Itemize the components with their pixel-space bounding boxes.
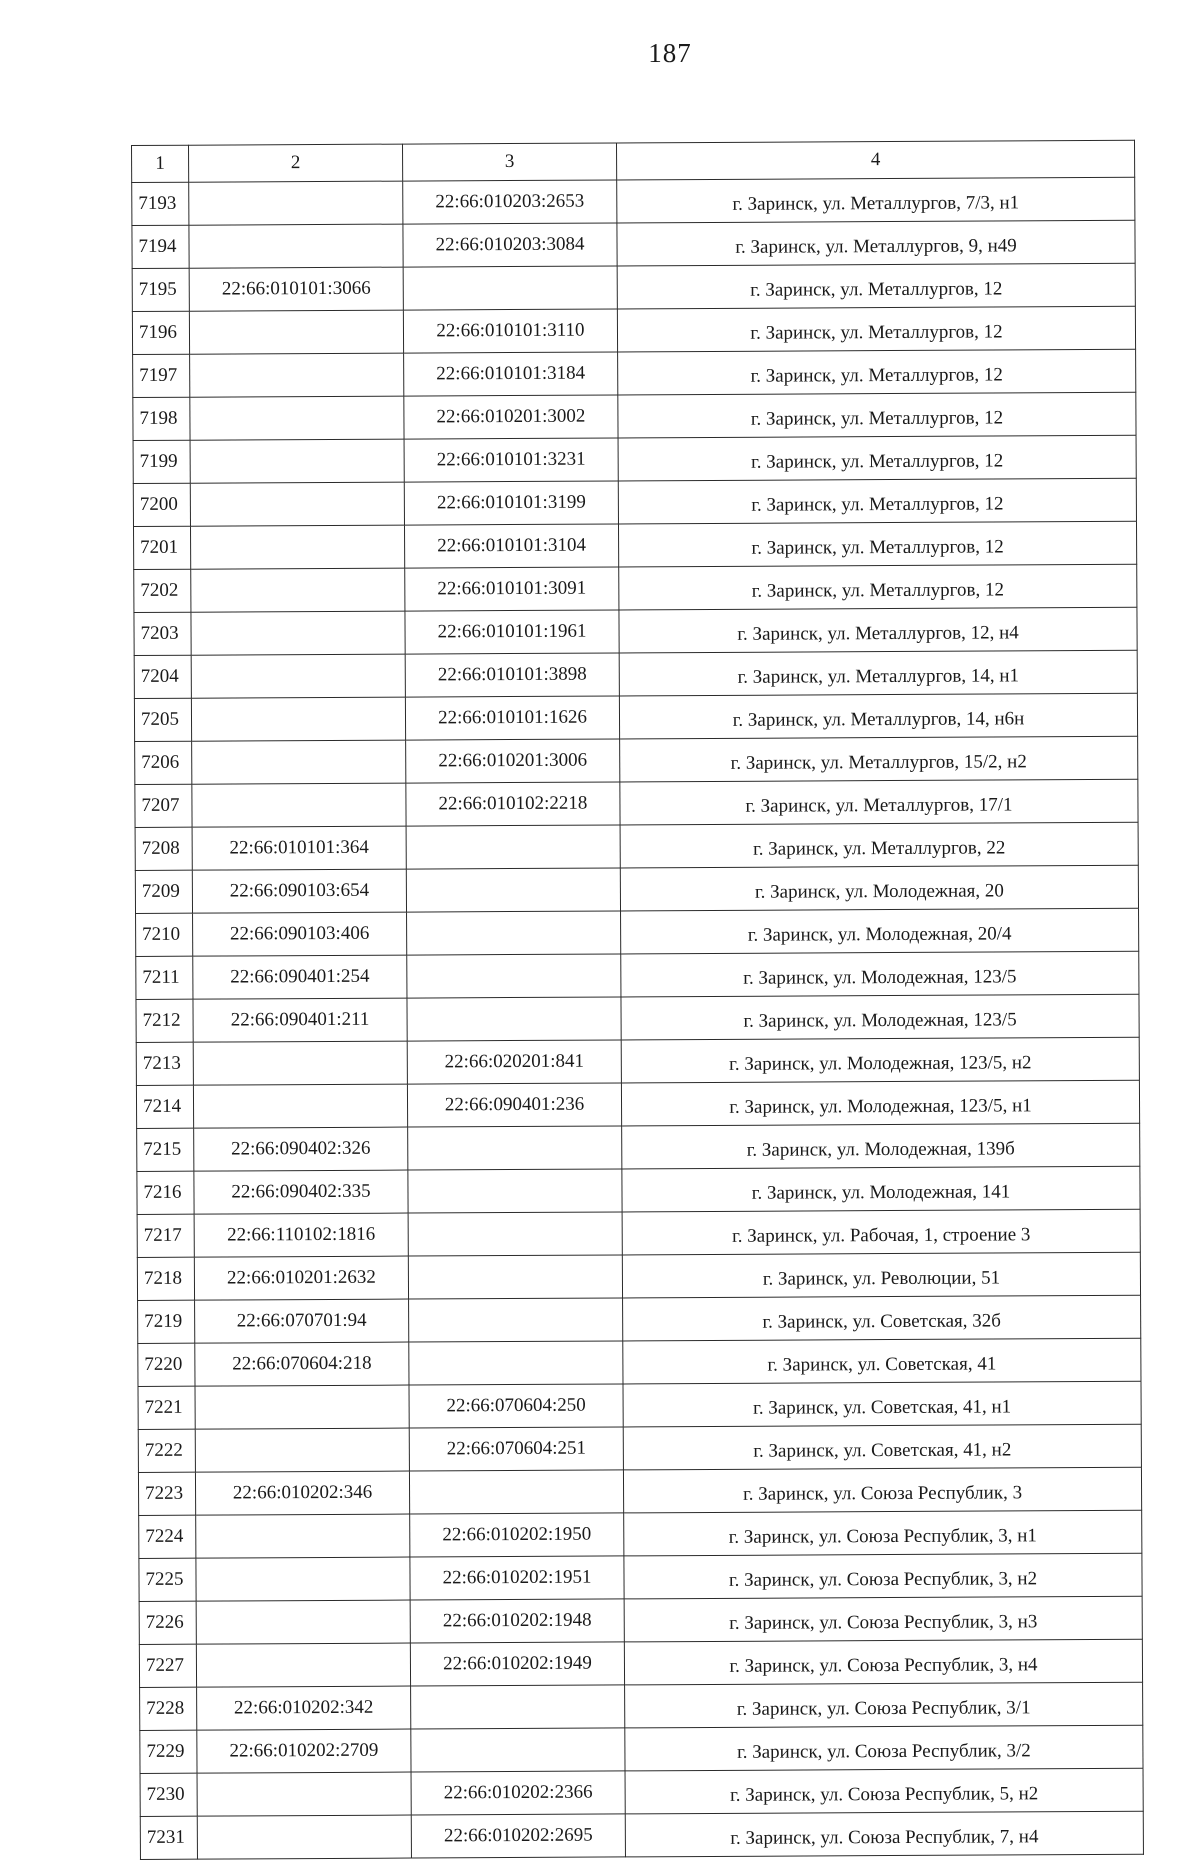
object-cadastral-cell: 22:66:010101:3091 <box>405 567 619 611</box>
table-body <box>132 177 1144 1859</box>
table-row <box>140 1725 1143 1773</box>
address-cell: г. Заринск, ул. Металлургов, 12 <box>618 478 1136 524</box>
address-cell: г. Заринск, ул. Молодежная, 123/5, н1 <box>621 1080 1139 1126</box>
row-number-cell: 7219 <box>138 1300 195 1343</box>
table-row <box>135 736 1138 784</box>
land-cadastral-cell <box>192 740 406 784</box>
row-number-cell: 7205 <box>134 698 191 741</box>
table-row <box>139 1596 1142 1644</box>
row-number-cell: 7217 <box>137 1214 194 1257</box>
row-number-cell: 7198 <box>133 397 190 440</box>
address-cell: г. Заринск, ул. Металлургов, 22 <box>620 822 1138 868</box>
address-cell: г. Заринск, ул. Молодежная, 20/4 <box>621 908 1139 954</box>
object-cadastral-cell: 22:66:010101:1626 <box>405 696 619 740</box>
object-cadastral-cell <box>407 997 621 1041</box>
table-row <box>134 607 1137 655</box>
address-cell: г. Заринск, ул. Союза Республик, 3, н2 <box>624 1553 1142 1599</box>
table-row <box>137 1123 1140 1171</box>
table-row <box>136 951 1139 999</box>
table-row <box>135 779 1138 827</box>
land-cadastral-cell <box>197 1815 411 1859</box>
address-cell: г. Заринск, ул. Молодежная, 123/5 <box>621 951 1139 997</box>
column-header-object-cadastral: 3 <box>402 143 616 181</box>
table-header-row <box>132 140 1135 182</box>
address-cell: г. Заринск, ул. Союза Республик, 3 <box>623 1467 1141 1513</box>
row-number-cell: 7226 <box>139 1601 196 1644</box>
land-cadastral-cell: 22:66:010101:3066 <box>189 267 403 311</box>
table-row <box>138 1467 1141 1515</box>
row-number-cell: 7197 <box>133 354 190 397</box>
address-cell: г. Заринск, ул. Металлургов, 9, н49 <box>617 220 1135 266</box>
object-cadastral-cell: 22:66:010201:3002 <box>404 395 618 439</box>
land-cadastral-cell <box>196 1600 410 1644</box>
object-cadastral-cell <box>408 1212 622 1256</box>
row-number-cell: 7204 <box>134 655 191 698</box>
row-number-cell: 7223 <box>138 1472 195 1515</box>
land-cadastral-cell: 22:66:090402:326 <box>194 1127 408 1171</box>
table-row <box>132 306 1135 354</box>
object-cadastral-cell: 22:66:010101:3199 <box>404 481 618 525</box>
object-cadastral-cell <box>407 911 621 955</box>
object-cadastral-cell <box>411 1728 625 1772</box>
object-cadastral-cell: 22:66:010101:3184 <box>404 352 618 396</box>
object-cadastral-cell <box>409 1470 623 1514</box>
table-row <box>134 564 1137 612</box>
object-cadastral-cell: 22:66:020201:841 <box>407 1040 621 1084</box>
row-number-cell: 7227 <box>139 1644 196 1687</box>
row-number-cell: 7231 <box>140 1816 197 1859</box>
table-row <box>135 865 1138 913</box>
land-cadastral-cell <box>189 224 403 268</box>
table-row <box>132 263 1135 311</box>
address-cell: г. Заринск, ул. Советская, 41, н1 <box>623 1381 1141 1427</box>
object-cadastral-cell: 22:66:010202:1949 <box>410 1642 624 1686</box>
address-cell: г. Заринск, ул. Металлургов, 12, н4 <box>619 607 1137 653</box>
object-cadastral-cell: 22:66:070604:250 <box>409 1384 623 1428</box>
row-number-cell: 7194 <box>132 225 189 268</box>
land-cadastral-cell <box>192 783 406 827</box>
table-row <box>139 1510 1142 1558</box>
object-cadastral-cell: 22:66:010202:1950 <box>410 1513 624 1557</box>
table-row <box>140 1768 1143 1816</box>
address-cell: г. Заринск, ул. Металлургов, 12 <box>618 392 1136 438</box>
land-cadastral-cell <box>190 482 404 526</box>
land-cadastral-cell: 22:66:010202:346 <box>195 1471 409 1515</box>
address-cell: г. Заринск, ул. Союза Республик, 3, н3 <box>624 1596 1142 1642</box>
row-number-cell: 7211 <box>136 956 193 999</box>
object-cadastral-cell <box>408 1169 622 1213</box>
address-cell: г. Заринск, ул. Металлургов, 12 <box>617 306 1135 352</box>
object-cadastral-cell <box>403 266 617 310</box>
address-cell: г. Заринск, ул. Союза Республик, 7, н4 <box>625 1811 1143 1857</box>
registry-table <box>131 140 1144 1860</box>
land-cadastral-cell <box>189 310 403 354</box>
land-cadastral-cell <box>193 1041 407 1085</box>
page-number: 187 <box>648 38 692 68</box>
land-cadastral-cell <box>196 1557 410 1601</box>
object-cadastral-cell: 22:66:010101:3231 <box>404 438 618 482</box>
address-cell: г. Заринск, ул. Металлургов, 15/2, н2 <box>620 736 1138 782</box>
table-row <box>138 1295 1141 1343</box>
table-row <box>133 349 1136 397</box>
row-number-cell: 7225 <box>139 1558 196 1601</box>
row-number-cell: 7214 <box>136 1085 193 1128</box>
object-cadastral-cell: 22:66:090401:236 <box>407 1083 621 1127</box>
table-row <box>136 908 1139 956</box>
land-cadastral-cell <box>190 525 404 569</box>
table-row <box>134 650 1137 698</box>
land-cadastral-cell <box>196 1514 410 1558</box>
table-row <box>135 822 1138 870</box>
object-cadastral-cell: 22:66:010101:3104 <box>404 524 618 568</box>
row-number-cell: 7224 <box>139 1515 196 1558</box>
object-cadastral-cell: 22:66:010201:3006 <box>406 739 620 783</box>
land-cadastral-cell <box>193 1084 407 1128</box>
address-cell: г. Заринск, ул. Союза Республик, 3/2 <box>625 1725 1143 1771</box>
table-row <box>133 478 1136 526</box>
address-cell: г. Заринск, ул. Молодежная, 123/5 <box>621 994 1139 1040</box>
table-row <box>140 1811 1143 1859</box>
object-cadastral-cell: 22:66:010203:3084 <box>403 223 617 267</box>
address-cell: г. Заринск, ул. Молодежная, 141 <box>622 1166 1140 1212</box>
object-cadastral-cell <box>406 825 620 869</box>
address-cell: г. Заринск, ул. Союза Республик, 3/1 <box>625 1682 1143 1728</box>
row-number-cell: 7201 <box>133 526 190 569</box>
land-cadastral-cell <box>191 568 405 612</box>
address-cell: г. Заринск, ул. Металлургов, 12 <box>617 263 1135 309</box>
row-number-cell: 7222 <box>138 1429 195 1472</box>
address-cell: г. Заринск, ул. Металлургов, 14, н1 <box>619 650 1137 696</box>
table-row <box>138 1338 1141 1386</box>
land-cadastral-cell <box>191 654 405 698</box>
object-cadastral-cell <box>406 868 620 912</box>
land-cadastral-cell <box>191 611 405 655</box>
address-cell: г. Заринск, ул. Советская, 41, н2 <box>623 1424 1141 1470</box>
land-cadastral-cell: 22:66:090103:654 <box>192 869 406 913</box>
row-number-cell: 7200 <box>133 483 190 526</box>
table-row <box>133 392 1136 440</box>
row-number-cell: 7193 <box>132 182 189 225</box>
land-cadastral-cell: 22:66:010202:2709 <box>197 1729 411 1773</box>
land-cadastral-cell: 22:66:010202:342 <box>197 1686 411 1730</box>
table-row <box>132 220 1135 268</box>
address-cell: г. Заринск, ул. Металлургов, 12 <box>618 521 1136 567</box>
table-row <box>140 1682 1143 1730</box>
row-number-cell: 7199 <box>133 440 190 483</box>
land-cadastral-cell: 22:66:110102:1816 <box>194 1213 408 1257</box>
object-cadastral-cell <box>407 954 621 998</box>
address-cell: г. Заринск, ул. Металлургов, 17/1 <box>620 779 1138 825</box>
land-cadastral-cell <box>197 1772 411 1816</box>
object-cadastral-cell: 22:66:010101:3898 <box>405 653 619 697</box>
object-cadastral-cell: 22:66:070604:251 <box>409 1427 623 1471</box>
column-header-land-cadastral: 2 <box>189 144 403 182</box>
row-number-cell: 7202 <box>134 569 191 612</box>
land-cadastral-cell <box>190 353 404 397</box>
address-cell: г. Заринск, ул. Советская, 32б <box>623 1295 1141 1341</box>
table-row <box>136 1037 1139 1085</box>
object-cadastral-cell: 22:66:010101:3110 <box>403 309 617 353</box>
object-cadastral-cell: 22:66:010102:2218 <box>406 782 620 826</box>
row-number-cell: 7195 <box>132 268 189 311</box>
land-cadastral-cell: 22:66:090103:406 <box>193 912 407 956</box>
row-number-cell: 7220 <box>138 1343 195 1386</box>
address-cell: г. Заринск, ул. Металлургов, 12 <box>618 349 1136 395</box>
row-number-cell: 7212 <box>136 999 193 1042</box>
table-row <box>138 1424 1141 1472</box>
table-row <box>136 994 1139 1042</box>
object-cadastral-cell: 22:66:010202:1948 <box>410 1599 624 1643</box>
table-row <box>139 1553 1142 1601</box>
table-row <box>133 521 1136 569</box>
object-cadastral-cell <box>408 1255 622 1299</box>
table-row <box>137 1252 1140 1300</box>
land-cadastral-cell <box>189 181 403 225</box>
object-cadastral-cell: 22:66:010202:2366 <box>411 1771 625 1815</box>
object-cadastral-cell <box>408 1126 622 1170</box>
row-number-cell: 7209 <box>135 870 192 913</box>
row-number-cell: 7216 <box>137 1171 194 1214</box>
table-row <box>137 1209 1140 1257</box>
row-number-cell: 7230 <box>140 1773 197 1816</box>
table-row <box>136 1080 1139 1128</box>
land-cadastral-cell <box>190 439 404 483</box>
land-cadastral-cell <box>195 1428 409 1472</box>
table-row <box>137 1166 1140 1214</box>
object-cadastral-cell <box>411 1685 625 1729</box>
address-cell: г. Заринск, ул. Союза Республик, 5, н2 <box>625 1768 1143 1814</box>
object-cadastral-cell: 22:66:010203:2653 <box>403 180 617 224</box>
land-cadastral-cell <box>196 1643 410 1687</box>
address-cell: г. Заринск, ул. Советская, 41 <box>623 1338 1141 1384</box>
land-cadastral-cell <box>190 396 404 440</box>
land-cadastral-cell: 22:66:010101:364 <box>192 826 406 870</box>
row-number-cell: 7215 <box>137 1128 194 1171</box>
land-cadastral-cell <box>195 1385 409 1429</box>
land-cadastral-cell: 22:66:070604:218 <box>195 1342 409 1386</box>
table-row <box>138 1381 1141 1429</box>
row-number-cell: 7210 <box>136 913 193 956</box>
object-cadastral-cell: 22:66:010202:2695 <box>411 1814 625 1858</box>
land-cadastral-cell: 22:66:090402:335 <box>194 1170 408 1214</box>
row-number-cell: 7203 <box>134 612 191 655</box>
table-row <box>132 177 1135 225</box>
address-cell: г. Заринск, ул. Революции, 51 <box>622 1252 1140 1298</box>
row-number-cell: 7196 <box>132 311 189 354</box>
row-number-cell: 7208 <box>135 827 192 870</box>
object-cadastral-cell: 22:66:010101:1961 <box>405 610 619 654</box>
land-cadastral-cell: 22:66:010201:2632 <box>194 1256 408 1300</box>
column-header-address: 4 <box>616 140 1134 180</box>
address-cell: г. Заринск, ул. Металлургов, 7/3, н1 <box>617 177 1135 223</box>
row-number-cell: 7213 <box>136 1042 193 1085</box>
land-cadastral-cell: 22:66:090401:254 <box>193 955 407 999</box>
table-row <box>134 693 1137 741</box>
row-number-cell: 7229 <box>140 1730 197 1773</box>
object-cadastral-cell <box>409 1298 623 1342</box>
address-cell: г. Заринск, ул. Молодежная, 139б <box>622 1123 1140 1169</box>
address-cell: г. Заринск, ул. Молодежная, 123/5, н2 <box>621 1037 1139 1083</box>
object-cadastral-cell: 22:66:010202:1951 <box>410 1556 624 1600</box>
row-number-cell: 7221 <box>138 1386 195 1429</box>
address-cell: г. Заринск, ул. Металлургов, 12 <box>619 564 1137 610</box>
table-row <box>133 435 1136 483</box>
address-cell: г. Заринск, ул. Металлургов, 12 <box>618 435 1136 481</box>
address-cell: г. Заринск, ул. Союза Республик, 3, н1 <box>624 1510 1142 1556</box>
row-number-cell: 7218 <box>137 1257 194 1300</box>
land-cadastral-cell: 22:66:090401:211 <box>193 998 407 1042</box>
object-cadastral-cell <box>409 1341 623 1385</box>
address-cell: г. Заринск, ул. Металлургов, 14, н6н <box>619 693 1137 739</box>
land-cadastral-cell: 22:66:070701:94 <box>195 1299 409 1343</box>
land-cadastral-cell <box>191 697 405 741</box>
row-number-cell: 7207 <box>135 784 192 827</box>
table-row <box>139 1639 1142 1687</box>
address-cell: г. Заринск, ул. Рабочая, 1, строение 3 <box>622 1209 1140 1255</box>
address-cell: г. Заринск, ул. Союза Республик, 3, н4 <box>624 1639 1142 1685</box>
address-cell: г. Заринск, ул. Молодежная, 20 <box>620 865 1138 911</box>
column-header-number: 1 <box>132 145 189 182</box>
row-number-cell: 7206 <box>135 741 192 784</box>
row-number-cell: 7228 <box>140 1687 197 1730</box>
